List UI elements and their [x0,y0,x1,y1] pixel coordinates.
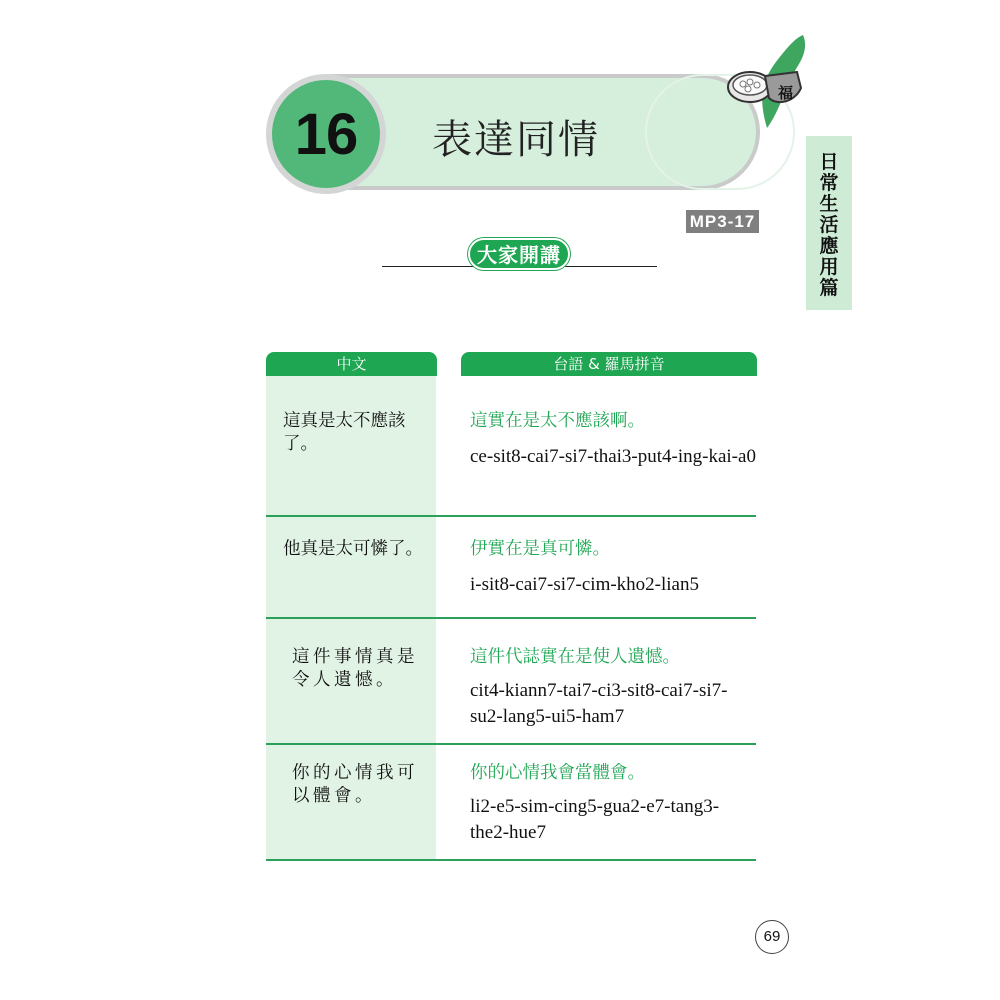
row-divider [266,743,756,745]
page-number: 69 [755,920,789,954]
column-header-taiwanese: 台語 & 羅馬拼音 [461,352,757,376]
side-tab-char: 日 [819,151,839,173]
row-3-chinese: 這件事情真是令人遺憾。 [292,647,418,690]
row-1-chinese: 這真是太不應該了。 [283,411,406,454]
side-tab-char: 活 [819,214,839,236]
row-divider [266,859,756,861]
row-4-romanization: li2-e5-sim-cing5-gua2-e7-tang3-the2-hue7 [470,796,720,843]
mp3-track-label: MP3-17 [686,210,759,233]
row-4-taiwanese: 你的心情我會當體會。 [470,763,645,783]
row-1-taiwanese: 這實在是太不應該啊。 [470,411,645,431]
row-2-romanization: i-sit8-cai7-si7-cim-kho2-lian5 [470,574,699,595]
row-divider [266,617,756,619]
section-title: 大家開講 [468,238,570,270]
fu-stamp-char: 福 [778,84,794,102]
row-1-romanization: ce-sit8-cai7-si7-thai3-put4-ing-kai-a0 [470,446,756,467]
row-4-chinese: 你的心情我可以體會。 [292,763,418,806]
side-tab-char: 用 [819,256,839,278]
side-tab-char: 生 [819,193,839,215]
side-tab-char: 篇 [819,277,839,299]
side-category-tab [806,136,852,310]
chapter-title: 表達同情 [432,117,600,163]
row-divider [266,515,756,517]
chapter-number-badge [272,80,380,188]
side-tab-char: 應 [819,235,839,257]
row-2-taiwanese: 伊實在是真可憐。 [470,539,610,559]
side-tab-char: 常 [819,172,839,194]
row-3-taiwanese: 這件代誌實在是使人遺憾。 [470,647,680,667]
taiwan-map-icon [715,30,815,130]
row-3-romanization: cit4-kiann7-tai7-ci3-sit8-cai7-si7-su2-lang5-ui5-ham7 [470,680,728,727]
column-header-chinese: 中文 [266,352,437,376]
chapter-number: 16 [294,101,358,167]
row-2-chinese: 他真是太可憐了。 [283,539,423,559]
